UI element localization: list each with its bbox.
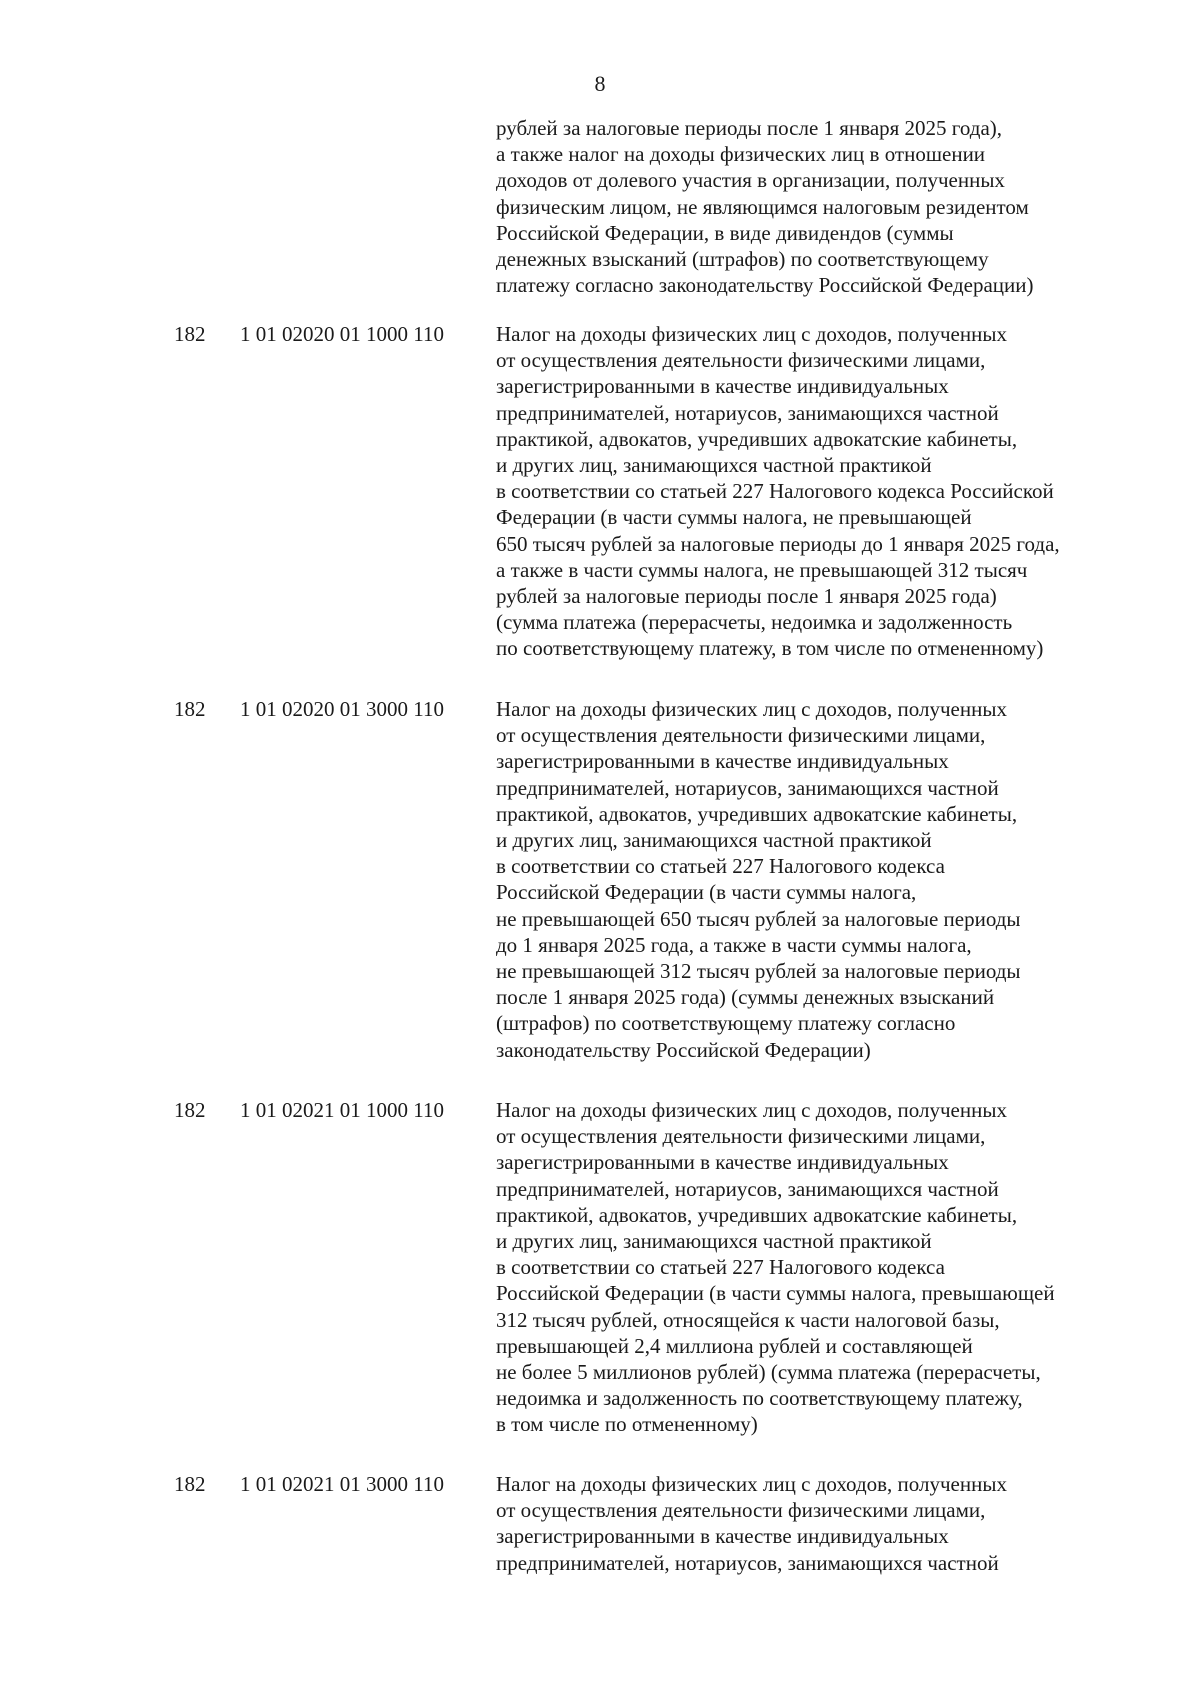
description-line: не более 5 миллионов рублей) (сумма платежа (перерасчеты, [496, 1360, 1041, 1385]
description-line: недоимка и задолженность по соответствующему платежу, [496, 1386, 1023, 1411]
description-line: Федерации (в части суммы налога, не превышающей [496, 505, 972, 530]
description-line: денежных взысканий (штрафов) по соответствующему [496, 247, 989, 272]
description-line: практикой, адвокатов, учредивших адвокатские кабинеты, [496, 801, 1018, 826]
revenue-description [496, 1471, 1007, 1576]
description-line: Российской Федерации (в части суммы налога, превышающей [496, 1281, 1055, 1306]
description-line: рублей за налоговые периоды после 1 января 2025 года), [496, 116, 1003, 140]
description-line: от осуществления деятельности физическими лицами, [496, 1498, 986, 1523]
description-line: а также в части суммы налога, не превышающей 312 тысяч [496, 557, 1028, 582]
administrator-code: 182 [174, 322, 206, 346]
description-line: законодательству Российской Федерации) [496, 1037, 871, 1062]
description-line: превышающей 2,4 миллиона рублей и составляющей [496, 1333, 973, 1358]
description-line: Российской Федерации (в части суммы налога, [496, 880, 917, 905]
description-line: и других лиц, занимающихся частной практикой [496, 453, 932, 478]
description-line: в том числе по отмененному) [496, 1412, 758, 1437]
description-line: зарегистрированными в качестве индивидуальных [496, 1524, 949, 1549]
description-line: предпринимателей, нотариусов, занимающихся частной [496, 1176, 999, 1201]
description-line: предпринимателей, нотариусов, занимающихся частной [496, 775, 999, 800]
description-line: зарегистрированными в качестве индивидуальных [496, 1150, 949, 1175]
page-number: 8 [594, 71, 606, 96]
budget-classification-code: 1 01 02021 01 3000 110 [240, 1472, 444, 1496]
description-line: 650 тысяч рублей за налоговые периоды до 1 января 2025 года, [496, 531, 1060, 556]
administrator-code: 182 [174, 1472, 206, 1496]
description-line: Российской Федерации, в виде дивидендов (суммы [496, 220, 954, 245]
administrator-code: 182 [174, 1098, 206, 1122]
description-line: предпринимателей, нотариусов, занимающихся частной [496, 1550, 999, 1575]
description-line: после 1 января 2025 года) (суммы денежных взысканий [496, 985, 995, 1010]
description-line: предпринимателей, нотариусов, занимающихся частной [496, 400, 999, 425]
description-line: от осуществления деятельности физическими лицами, [496, 1124, 986, 1149]
description-line: не превышающей 312 тысяч рублей за налоговые периоды [496, 959, 1021, 984]
description-line: физическим лицом, не являющимся налоговым резидентом [496, 194, 1029, 219]
description-line: в соответствии со статьей 227 Налогового кодекса Российской [496, 479, 1054, 504]
description-line: до 1 января 2025 года, а также в части суммы налога, [496, 932, 972, 957]
description-line: в соответствии со статьей 227 Налогового кодекса [496, 1255, 945, 1280]
description-line: рублей за налоговые периоды после 1 января 2025 года) [496, 584, 997, 609]
description-line: Налог на доходы физических лиц с доходов, полученных [496, 1098, 1007, 1122]
description-line: а также налог на доходы физических лиц в отношении [496, 142, 986, 167]
revenue-description [496, 1097, 1055, 1438]
description-line: Налог на доходы физических лиц с доходов, полученных [496, 697, 1007, 721]
description-line: и других лиц, занимающихся частной практикой [496, 828, 932, 853]
description-line: практикой, адвокатов, учредивших адвокатские кабинеты, [496, 426, 1018, 451]
description-line: зарегистрированными в качестве индивидуальных [496, 749, 949, 774]
description-line: практикой, адвокатов, учредивших адвокатские кабинеты, [496, 1202, 1018, 1227]
budget-classification-code: 1 01 02020 01 1000 110 [240, 322, 444, 346]
description-line: доходов от долевого участия в организации, полученных [496, 168, 1005, 193]
revenue-description [496, 321, 1060, 662]
budget-classification-code: 1 01 02020 01 3000 110 [240, 697, 444, 721]
continuation-description [496, 115, 1034, 298]
description-line: (сумма платежа (перерасчеты, недоимка и задолженность [496, 610, 1013, 635]
description-line: Налог на доходы физических лиц с доходов, полученных [496, 322, 1007, 346]
description-line: не превышающей 650 тысяч рублей за налоговые периоды [496, 906, 1021, 931]
administrator-code: 182 [174, 697, 206, 721]
description-line: 312 тысяч рублей, относящейся к части налоговой базы, [496, 1307, 1000, 1332]
description-line: и других лиц, занимающихся частной практикой [496, 1229, 932, 1254]
description-line: в соответствии со статьей 227 Налогового кодекса [496, 854, 945, 879]
budget-classification-code: 1 01 02021 01 1000 110 [240, 1098, 444, 1122]
description-line: от осуществления деятельности физическими лицами, [496, 723, 986, 748]
description-line: Налог на доходы физических лиц с доходов, полученных [496, 1472, 1007, 1496]
description-line: от осуществления деятельности физическими лицами, [496, 348, 986, 373]
description-line: зарегистрированными в качестве индивидуальных [496, 374, 949, 399]
description-line: платежу согласно законодательству Российской Федерации) [496, 273, 1034, 298]
revenue-description [496, 696, 1021, 1063]
description-line: (штрафов) по соответствующему платежу согласно [496, 1011, 956, 1036]
description-line: по соответствующему платежу, в том числе по отмененному) [496, 636, 1044, 661]
